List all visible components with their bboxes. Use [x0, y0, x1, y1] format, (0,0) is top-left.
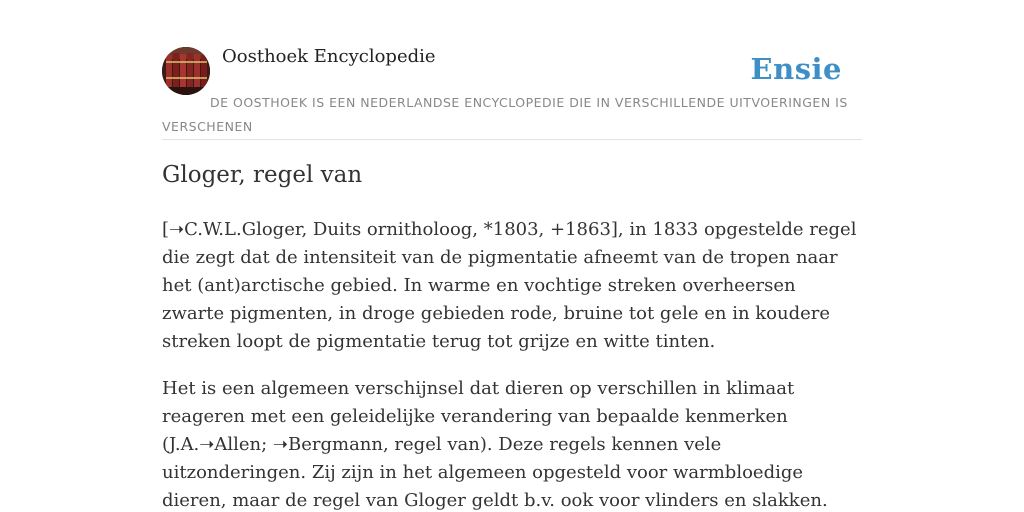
publication-avatar[interactable] [162, 47, 210, 95]
article-title: Gloger, regel van [162, 162, 363, 188]
article-body [162, 216, 862, 512]
publication-name[interactable]: Oosthoek Encyclopedie [222, 46, 436, 67]
publication-tagline: DE OOSTHOEK IS EEN NEDERLANDSE ENCYCLOPEDIE DIE IN VERSCHILLENDE UITVOERINGEN IS VERSCHENEN [162, 95, 848, 134]
encyclopedia-books-icon [162, 47, 210, 95]
header-divider [162, 139, 862, 140]
ensie-logo[interactable]: Ensie [750, 52, 842, 86]
article-paragraph: Het is een algemeen verschijnsel dat dieren op verschillen in klimaat reageren met een geleidelijke verandering van bepaalde kenmerken (J.A.➝Allen; ➝Bergmann, regel van). Deze regels kennen vele uitzonderingen. Zij zijn in het algemeen opgesteld voor warmbloedige dieren, maar de regel van Gloger geldt b.v. ook voor vlinders en slakken. [162, 378, 828, 511]
article-paragraph: [➝C.W.L.Gloger, Duits ornitholoog, *1803, +1863], in 1833 opgestelde regel die zegt dat de intensiteit van de pigmentatie afneemt van de tropen naar het (ant)arctische gebied. In warme en vochtige streken overheersen zwarte pigmenten, in droge gebieden rode, bruine tot gele en in koudere streken loopt de pigmentatie terug tot grijze en witte tinten. [162, 219, 857, 352]
